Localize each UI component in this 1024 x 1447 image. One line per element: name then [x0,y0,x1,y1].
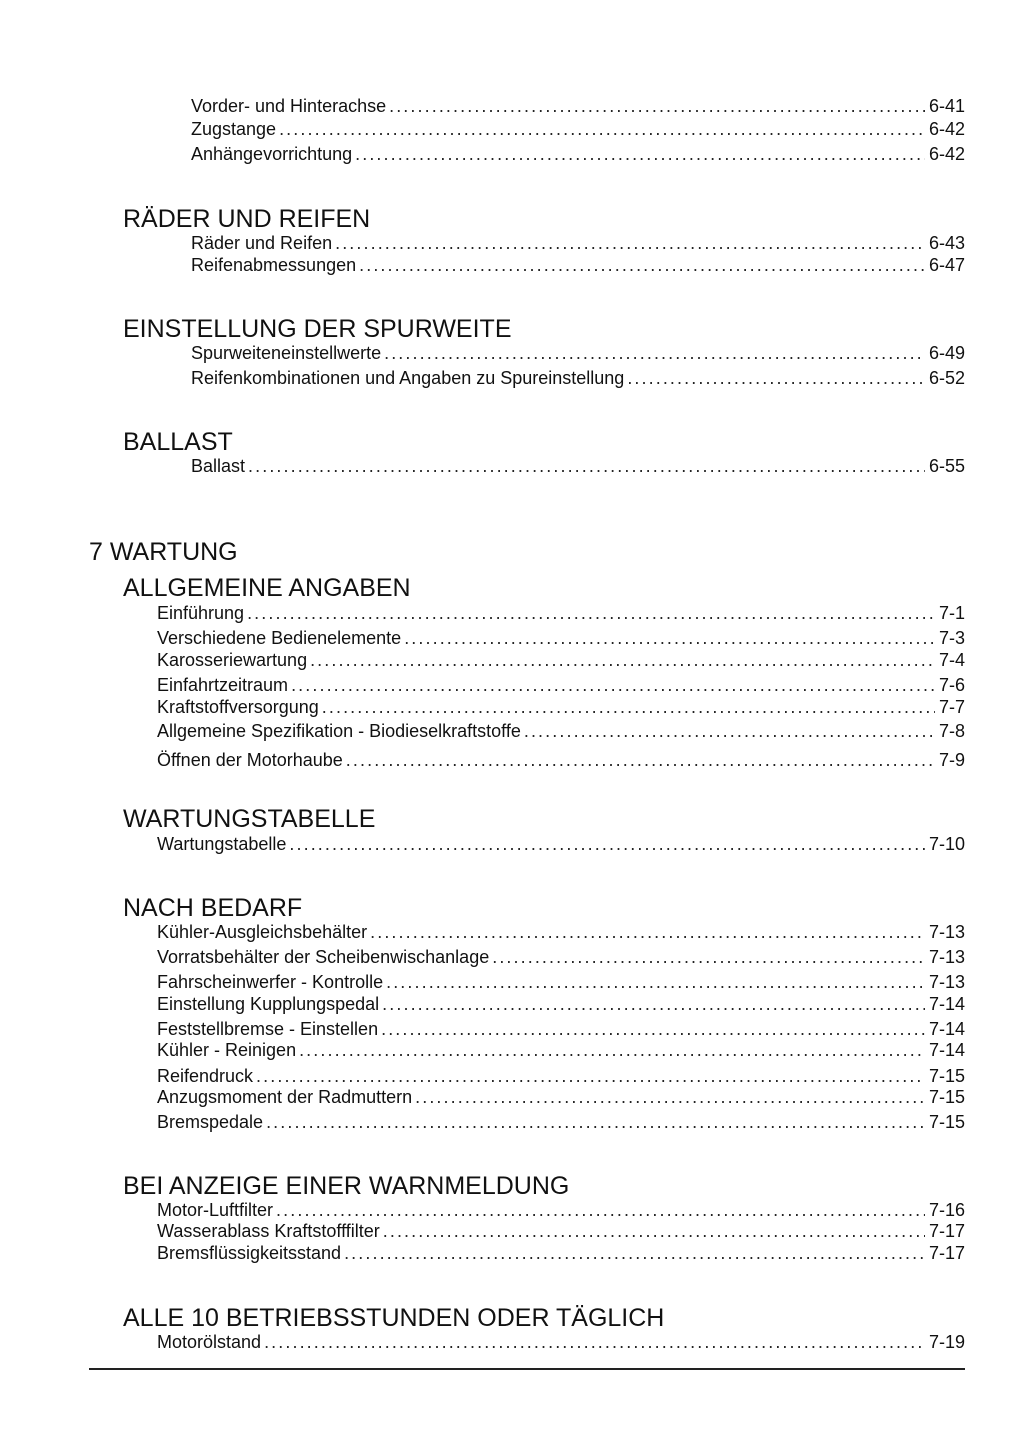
toc-entry[interactable] [157,649,965,671]
dot-leader [381,1018,925,1040]
entry-label: Kraftstoffversorgung [157,697,319,717]
toc-entry[interactable] [191,95,965,117]
toc-entry[interactable] [191,367,965,389]
entry-page: 6-41 [928,96,965,116]
dot-leader [299,1039,925,1061]
toc-entry[interactable] [157,833,965,855]
entry-label: Allgemeine Spezifikation - Biodieselkraftstoffe [157,721,521,741]
entry-label: Räder und Reifen [191,233,333,253]
entry-page: 7-6 [938,675,965,695]
entry-page: 6-42 [928,119,965,139]
toc-entry[interactable] [191,143,965,165]
dot-leader [344,1242,925,1264]
entry-label: Zugstange [191,119,277,139]
section-heading: ALLE 10 BETRIEBSSTUNDEN ODER TÄGLICH [123,1304,665,1332]
entry-label: Reifenabmessungen [191,255,357,275]
dot-leader [310,649,935,671]
chapter-heading: 7 WARTUNG [89,538,238,566]
dot-leader [384,342,925,364]
dot-leader [492,946,925,968]
dot-leader [415,1086,925,1108]
entry-label: Fahrscheinwerfer - Kontrolle [157,972,384,992]
entry-page: 7-8 [938,721,965,741]
toc-entry[interactable] [157,1220,965,1242]
entry-page: 6-49 [928,343,965,363]
entry-page: 7-14 [928,1019,965,1039]
toc-entry[interactable] [157,696,965,718]
toc-entry[interactable] [157,602,965,624]
entry-label: Vorder- und Hinterachse [191,96,387,116]
entry-label: Einführung [157,603,245,623]
toc-entry[interactable] [157,1199,965,1221]
entry-label: Einfahrtzeitraum [157,675,289,695]
section-heading: ALLGEMEINE ANGABEN [123,574,411,602]
toc-entry[interactable] [157,1242,965,1264]
dot-leader [276,1199,925,1221]
dot-leader [627,367,925,389]
entry-page: 7-17 [928,1221,965,1241]
entry-label: Feststellbremse - Einstellen [157,1019,379,1039]
entry-page: 7-13 [928,922,965,942]
entry-label: Einstellung Kupplungspedal [157,994,380,1014]
entry-page: 7-16 [928,1200,965,1220]
dot-leader [346,749,935,771]
entry-label: Anzugsmoment der Radmuttern [157,1087,413,1107]
dot-leader [266,1111,925,1133]
entry-page: 6-52 [928,368,965,388]
toc-entry[interactable] [157,993,965,1015]
entry-page: 7-9 [938,750,965,770]
entry-label: Verschiedene Bedienelemente [157,628,402,648]
entry-page: 7-10 [928,834,965,854]
entry-label: Vorratsbehälter der Scheibenwischanlage [157,947,490,967]
section-heading: BALLAST [123,428,233,456]
dot-leader [247,602,935,624]
entry-page: 7-1 [938,603,965,623]
entry-page: 7-15 [928,1087,965,1107]
section-heading: BEI ANZEIGE EINER WARNMELDUNG [123,1172,570,1200]
toc-entry[interactable] [191,455,965,477]
entry-page: 7-3 [938,628,965,648]
entry-label: Karosseriewartung [157,650,308,670]
toc-entry[interactable] [157,749,965,771]
toc-entry[interactable] [157,1111,965,1133]
entry-page: 6-47 [928,255,965,275]
entry-page: 7-4 [938,650,965,670]
entry-page: 7-7 [938,697,965,717]
toc-entry[interactable] [157,1039,965,1061]
entry-label: Reifendruck [157,1066,254,1086]
dot-leader [322,696,935,718]
entry-label: Spurweiteneinstellwerte [191,343,382,363]
entry-page: 7-15 [928,1066,965,1086]
toc-entry[interactable] [191,254,965,276]
dot-leader [370,921,925,943]
entry-label: Kühler-Ausgleichsbehälter [157,922,368,942]
entry-page: 7-13 [928,947,965,967]
dot-leader [404,627,935,649]
entry-label: Ballast [191,456,246,476]
toc-entry[interactable] [157,1065,965,1087]
toc-entry[interactable] [157,1331,965,1353]
entry-label: Öffnen der Motorhaube [157,750,343,770]
dot-leader [389,95,925,117]
toc-entry[interactable] [157,921,965,943]
entry-label: Motorölstand [157,1332,262,1352]
toc-entry[interactable] [191,232,965,254]
toc-entry[interactable] [157,674,965,696]
toc-entry[interactable] [157,971,965,993]
toc-entry[interactable] [157,1086,965,1108]
entry-page: 7-19 [928,1332,965,1352]
dot-leader [256,1065,925,1087]
entry-page: 6-42 [928,144,965,164]
toc-entry[interactable] [157,627,965,649]
section-heading: EINSTELLUNG DER SPURWEITE [123,315,512,343]
dot-leader [291,674,935,696]
entry-label: Wasserablass Kraftstofffilter [157,1221,380,1241]
dot-leader [524,720,935,742]
dot-leader [335,232,925,254]
entry-page: 7-13 [928,972,965,992]
dot-leader [382,993,925,1015]
dot-leader [359,254,925,276]
toc-entry[interactable] [157,946,965,968]
toc-entry[interactable] [191,118,965,140]
entry-page: 7-14 [928,994,965,1014]
entry-label: Motor-Luftfilter [157,1200,274,1220]
dot-leader [355,143,925,165]
entry-page: 7-15 [928,1112,965,1132]
entry-label: Wartungstabelle [157,834,287,854]
entry-page: 7-17 [928,1243,965,1263]
dot-leader [383,1220,925,1242]
entry-label: Anhängevorrichtung [191,144,353,164]
entry-label: Kühler - Reinigen [157,1040,297,1060]
dot-leader [264,1331,925,1353]
toc-entry[interactable] [157,1018,965,1040]
dot-leader [248,455,925,477]
footer-rule [89,1368,965,1370]
section-heading: NACH BEDARF [123,894,303,922]
toc-entry[interactable] [191,342,965,364]
section-heading: WARTUNGSTABELLE [123,805,376,833]
entry-label: Bremspedale [157,1112,264,1132]
dot-leader [386,971,925,993]
entry-page: 6-55 [928,456,965,476]
toc-entry[interactable] [157,720,965,742]
entry-label: Reifenkombinationen und Angaben zu Spureinstellung [191,368,625,388]
entry-page: 6-43 [928,233,965,253]
dot-leader [279,118,925,140]
dot-leader [289,833,925,855]
section-heading: RÄDER UND REIFEN [123,205,371,233]
entry-label: Bremsflüssigkeitsstand [157,1243,342,1263]
entry-page: 7-14 [928,1040,965,1060]
